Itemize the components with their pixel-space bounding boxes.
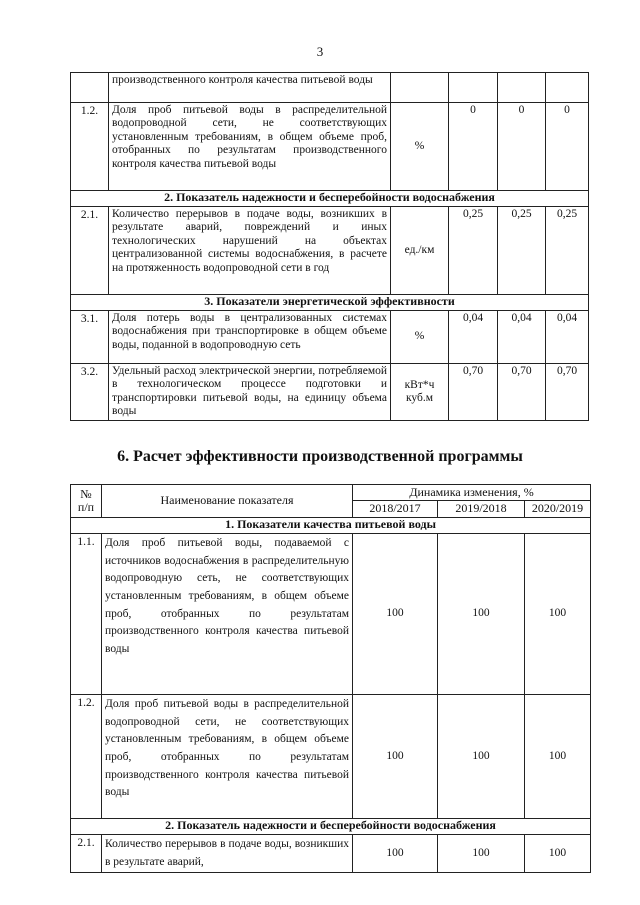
row-number: 1.2. [71,103,109,191]
value [449,73,498,103]
row-number: 1.2. [71,694,102,818]
header-year: 2019/2018 [438,501,525,517]
table-row [71,73,589,103]
indicator-name: Доля потерь воды в централизованных системах водоснабжения при транспортировке в общем объеме воды, поданной в водопроводную сеть [109,311,391,364]
value: 0,25 [498,207,546,295]
value: 100 [438,834,525,872]
header-year: 2018/2017 [353,501,438,517]
value: 0,70 [449,364,498,421]
section-title: 1. Показатели качества питьевой воды [71,517,591,533]
value: 100 [438,694,525,818]
row-number: 1.1. [71,533,102,694]
value: 0,04 [498,311,546,364]
section-row [71,295,589,311]
table-row [71,207,589,295]
page-number: 3 [316,44,324,59]
section-title: 3. Показатели энергетической эффективности [71,295,589,311]
table-row [71,103,589,191]
row-number: 2.1. [71,834,102,872]
value: 0 [546,103,589,191]
value: 100 [525,834,591,872]
value: 0,25 [449,207,498,295]
value [498,73,546,103]
value: 0,04 [546,311,589,364]
unit: кВт*ч куб.м [391,364,449,421]
indicator-name: Доля проб питьевой воды в распределительной водопроводной сети, не соответствующих установленным требованиям, в общем объеме проб, отобранных по результатам производственного контроля качества питьевой воды [102,694,353,818]
value: 100 [525,694,591,818]
header-number: № п/п [71,485,102,518]
value: 100 [438,533,525,694]
value: 0,04 [449,311,498,364]
value: 100 [353,834,438,872]
section-title: 2. Показатель надежности и бесперебойности водоснабжения [71,191,589,207]
value: 100 [525,533,591,694]
indicators-table [70,72,589,421]
section-row [71,517,591,533]
row-number: 3.2. [71,364,109,421]
header-year: 2020/2019 [525,501,591,517]
value: 0 [498,103,546,191]
header-dynamics: Динамика изменения, % [353,485,591,501]
header-name: Наименование показателя [102,485,353,518]
value: 0,70 [498,364,546,421]
value [546,73,589,103]
indicator-name: Доля проб питьевой воды, подаваемой с источников водоснабжения в распределительную водопроводную сеть, не соответствующих установленным требованиям, в общем объеме проб, отобранных по результатам производственного контроля качества питьевой воды [102,533,353,694]
row-number: 2.1. [71,207,109,295]
value: 0,25 [546,207,589,295]
table-row [71,364,589,421]
indicator-name: Количество перерывов в подаче воды, возникших в результате аварий, [102,834,353,872]
indicator-name: Количество перерывов в подаче воды, возникших в результате аварий, повреждений и иных технологических нарушений на объектах централизованной системы водоснабжения, в расчете на протяженность водопроводной сети в год [109,207,391,295]
value: 0,70 [546,364,589,421]
table-row [71,311,589,364]
section-heading: 6. Расчет эффективности производственной программы [117,448,523,465]
table-row [71,834,591,872]
value: 0 [449,103,498,191]
unit: % [391,311,449,364]
section-row [71,818,591,834]
table-row [71,533,591,694]
value: 100 [353,533,438,694]
indicator-name: производственного контроля качества питьевой воды [109,73,391,103]
unit [391,73,449,103]
row-number: 3.1. [71,311,109,364]
unit: ед./км [391,207,449,295]
value: 100 [353,694,438,818]
efficiency-table [70,484,591,873]
indicator-name: Удельный расход электрической энергии, потребляемой в технологическом процессе подготовки и транспортировки питьевой воды, на единицу объема воды [109,364,391,421]
section-title: 2. Показатель надежности и бесперебойности водоснабжения [71,818,591,834]
unit: % [391,103,449,191]
indicator-name: Доля проб питьевой воды в распределительной водопроводной сети, не соответствующих установленным требованиям, в общем объеме проб, отобранных по результатам производственного контроля качества питьевой воды [109,103,391,191]
table-row [71,694,591,818]
section-row [71,191,589,207]
row-number [71,73,109,103]
